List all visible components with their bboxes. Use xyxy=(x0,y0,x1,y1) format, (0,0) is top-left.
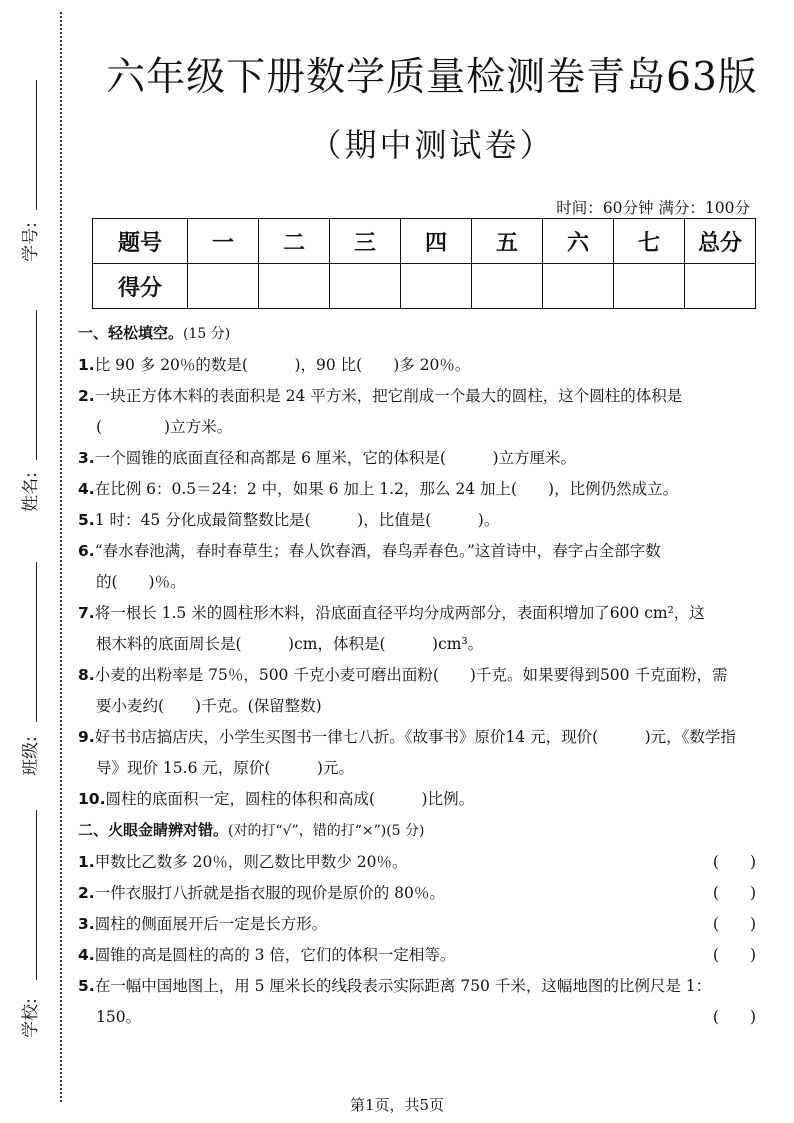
section-2-note: (对的打“√”，错的打“×”)(5 分) xyxy=(228,823,425,839)
section-1-heading xyxy=(78,318,758,350)
question-number: 5. xyxy=(78,977,95,995)
score-table-header-row xyxy=(93,219,756,264)
question-text: 在一幅中国地图上，用 5 厘米长的线段表示实际距离 750 千米，这幅地图的比例尺是 1： xyxy=(94,977,712,995)
question-number: 2. xyxy=(78,884,95,902)
section-1-note: (15 分) xyxy=(183,326,231,342)
header-cell: 六 xyxy=(543,219,614,264)
question-continuation: ( )立方米。 xyxy=(96,418,233,436)
question xyxy=(78,505,758,536)
exam-content xyxy=(78,318,758,1033)
answer-parentheses[interactable]: ( ) xyxy=(712,915,756,933)
header-cell: 五 xyxy=(472,219,543,264)
question-text: 在比例 6：0.5＝24：2 中，如果 6 加上 1.2，那么 24 加上( )，比例仍然成立。 xyxy=(94,480,679,498)
question-number: 9. xyxy=(78,728,95,746)
question-number: 3. xyxy=(78,915,95,933)
school-line xyxy=(36,810,37,980)
question-continuation: 要小麦约( )千克。(保留整数) xyxy=(96,697,322,715)
question-text: 小麦的出粉率是 75％，500 千克小麦可磨出面粉( )千克。如果要得到500 千克面粉，需 xyxy=(94,666,728,684)
score-label: 得分 xyxy=(93,264,188,309)
score-cell[interactable] xyxy=(614,264,685,309)
question-number: 5. xyxy=(78,511,95,529)
binding-dotted-line xyxy=(60,12,62,1102)
question xyxy=(78,940,758,971)
question-number: 1. xyxy=(78,853,95,871)
question-continuation: 导》现价 15.6 元，原价( )元。 xyxy=(96,759,354,777)
section-1-title: 一、轻松填空。 xyxy=(78,324,184,342)
student-id-line xyxy=(36,80,37,210)
school-label: 学校: xyxy=(20,998,41,1038)
question-text: 好书书店搞店庆，小学生买图书一律七八折。《故事书》原价14 元，现价( )元，《数学指 xyxy=(94,728,736,746)
question xyxy=(78,474,758,505)
question-continuation: 根木料的底面周长是( )cm，体积是( )cm³。 xyxy=(96,635,484,653)
score-cell[interactable] xyxy=(401,264,472,309)
answer-parentheses[interactable]: ( ) xyxy=(712,1008,756,1026)
score-table xyxy=(92,218,756,309)
question-number: 3. xyxy=(78,449,95,467)
question-text: 1 时：45 分化成最简整数比是( )，比值是( )。 xyxy=(94,511,500,529)
header-cell: 总分 xyxy=(685,219,756,264)
question xyxy=(78,847,758,878)
question-continuation: 150。 xyxy=(96,1008,142,1026)
question xyxy=(78,350,758,381)
class-label: 班级: xyxy=(20,736,41,776)
class-line xyxy=(36,562,37,722)
page-title: 六年级下册数学质量检测卷青岛63版 xyxy=(106,55,758,100)
question-number: 4. xyxy=(78,480,95,498)
header-cell: 三 xyxy=(330,219,401,264)
question-text: 甲数比乙数多 20％，则乙数比甲数少 20％。 xyxy=(94,853,408,871)
question-text: 一块正方体木料的表面积是 24 平方米，把它削成一个最大的圆柱，这个圆柱的体积是 xyxy=(94,387,683,405)
page-footer: 第1页，共5页 xyxy=(349,1096,445,1114)
question xyxy=(78,971,758,1033)
score-cell[interactable] xyxy=(685,264,756,309)
question-number: 7. xyxy=(78,604,95,622)
question xyxy=(78,660,758,722)
question xyxy=(78,784,758,815)
answer-parentheses[interactable]: ( ) xyxy=(712,884,756,902)
score-cell[interactable] xyxy=(188,264,259,309)
question xyxy=(78,443,758,474)
question-number: 4. xyxy=(78,946,95,964)
question-text: 一件衣服打八折就是指衣服的现价是原价的 80％。 xyxy=(94,884,445,902)
header-cell: 四 xyxy=(401,219,472,264)
question-number: 2. xyxy=(78,387,95,405)
section-2-title: 二、火眼金睛辨对错。 xyxy=(78,821,229,839)
header-cell: 二 xyxy=(259,219,330,264)
answer-parentheses[interactable]: ( ) xyxy=(712,946,756,964)
page-subtitle: （期中测试卷） xyxy=(309,126,555,164)
score-cell[interactable] xyxy=(330,264,401,309)
question xyxy=(78,909,758,940)
question-number: 10. xyxy=(78,790,106,808)
question-text: 将一根长 1.5 米的圆柱形木料，沿底面直径平均分成两部分，表面积增加了600 cm²，这 xyxy=(94,604,705,622)
header-cell: 一 xyxy=(188,219,259,264)
question-number: 8. xyxy=(78,666,95,684)
score-cell[interactable] xyxy=(543,264,614,309)
question-text: 一个圆锥的底面直径和高都是 6 厘米，它的体积是( )立方厘米。 xyxy=(94,449,576,467)
exam-meta: 时间：60分钟 满分：100分 xyxy=(556,199,750,217)
question-text: 比 90 多 20％的数是( )，90 比( )多 20％。 xyxy=(94,356,471,374)
score-cell[interactable] xyxy=(259,264,330,309)
question-number: 1. xyxy=(78,356,95,374)
name-label: 姓名: xyxy=(20,472,41,512)
question-number: 6. xyxy=(78,542,95,560)
question-text: 圆柱的侧面展开后一定是长方形。 xyxy=(94,915,328,933)
question xyxy=(78,536,758,598)
section-2-heading xyxy=(78,815,758,847)
score-table-score-row xyxy=(93,264,756,309)
question-text: “春水春池满，春时春草生；春人饮春酒，春鸟弄春色。”这首诗中，春字占全部字数 xyxy=(94,542,661,560)
header-cell: 七 xyxy=(614,219,685,264)
question-text: 圆柱的底面积一定，圆柱的体积和高成( )比例。 xyxy=(105,790,475,808)
question xyxy=(78,381,758,443)
name-line xyxy=(36,310,37,460)
question xyxy=(78,878,758,909)
question-continuation: 的( )％。 xyxy=(96,573,186,591)
question xyxy=(78,598,758,660)
score-cell[interactable] xyxy=(472,264,543,309)
question xyxy=(78,722,758,784)
answer-parentheses[interactable]: ( ) xyxy=(712,853,756,871)
student-id-label: 学号: xyxy=(20,222,41,262)
header-cell: 题号 xyxy=(93,219,188,264)
question-text: 圆锥的高是圆柱的高的 3 倍，它们的体积一定相等。 xyxy=(94,946,456,964)
